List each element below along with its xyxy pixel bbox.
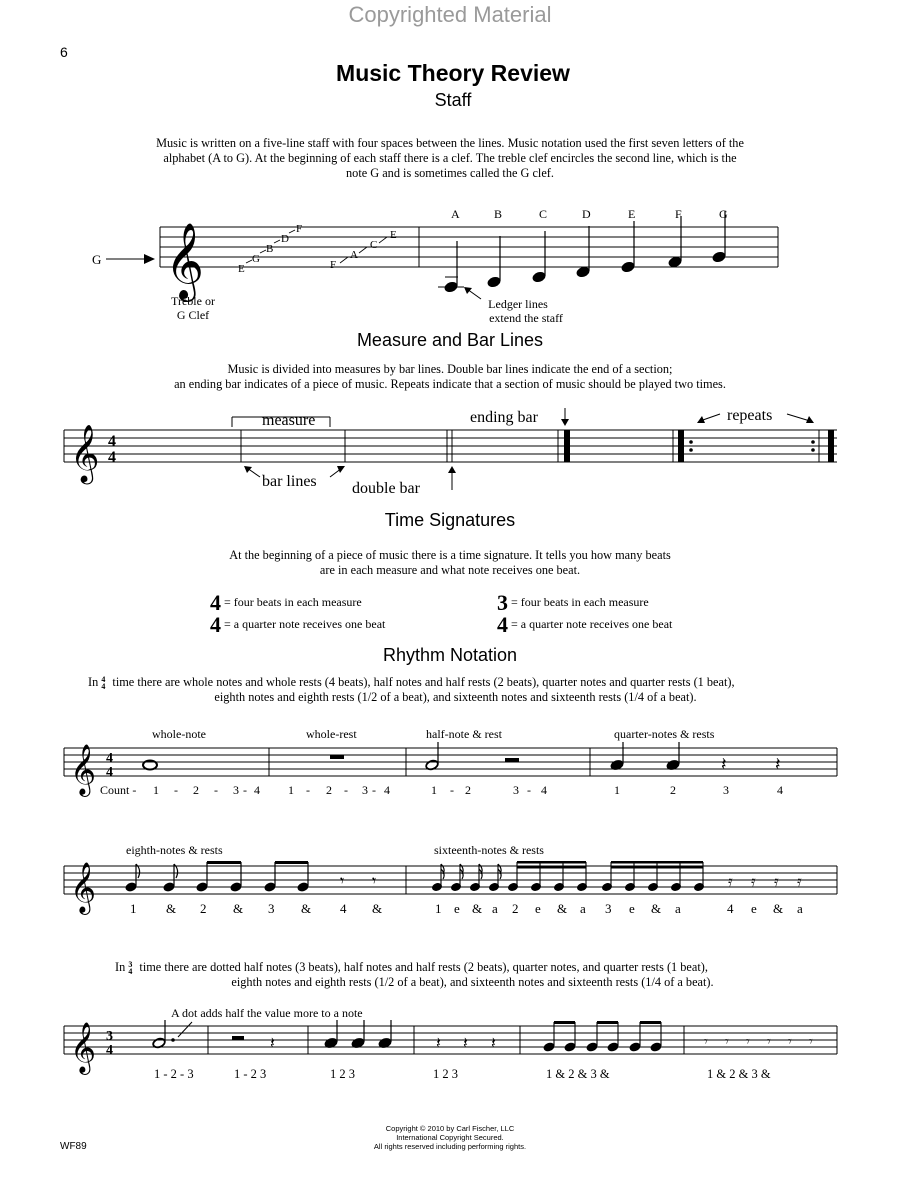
copyright-notice: [340, 1124, 560, 1151]
time-signature-bottom: 4: [108, 449, 116, 466]
sixteenth-rest: 𝄿: [797, 874, 802, 890]
count: &: [233, 901, 244, 916]
count: -: [243, 783, 247, 797]
staff-diagram: [0, 195, 900, 330]
count: -: [214, 783, 218, 797]
treble-clef-icon: 𝄞: [70, 745, 97, 794]
sig-text: = four beats in each measure: [224, 594, 362, 609]
text-line: are in each measure and what note receives one beat.: [319, 563, 581, 577]
eighth-rest: 𝄾: [767, 1035, 771, 1050]
count: 1: [435, 901, 442, 916]
line-letter: F: [296, 223, 303, 235]
count: a: [492, 901, 498, 916]
count: 2: [193, 783, 199, 797]
rhythm-label: sixteenth-notes & rests: [434, 843, 544, 857]
note-letter: D: [582, 207, 591, 221]
rhythm-staff-3: [0, 1000, 900, 1085]
intro-prefix: In: [88, 675, 99, 689]
half-rest: [505, 758, 519, 762]
count: 2: [200, 901, 207, 916]
time-signature-top: 4: [108, 433, 116, 450]
count: 1: [153, 783, 159, 797]
text-line: [88, 675, 823, 690]
count: 3: [513, 783, 519, 797]
count: -: [344, 783, 348, 797]
text-line: Music is divided into measures by bar lines. Double bar lines indicate the end of a section;: [227, 362, 673, 376]
eighth-rest: 𝄾: [340, 873, 345, 890]
sig-numeral: 4: [210, 590, 221, 615]
count: 2: [326, 783, 332, 797]
time-signature-bottom: 4: [106, 1043, 113, 1058]
count: a: [797, 901, 803, 916]
clef-caption: Treble or: [171, 294, 215, 308]
line-letter: B: [266, 243, 274, 255]
quarter-rest: 𝄽: [270, 1035, 275, 1052]
count-group: 1 2 3: [330, 1067, 355, 1081]
copyright-line: International Copyright Secured.: [396, 1133, 504, 1142]
sig-text: = four beats in each measure: [511, 594, 649, 609]
sig-text: = a quarter note receives one beat: [224, 616, 386, 631]
bar-lines-label: bar lines: [262, 473, 317, 490]
count-group: 1 - 2 - 3: [154, 1067, 194, 1081]
note-letter: A: [451, 207, 460, 221]
text-line: At the beginning of a piece of music there is a time signature. It tells you how many beats: [229, 548, 671, 562]
count: &: [166, 901, 177, 916]
eighth-rest: 𝄾: [809, 1035, 813, 1050]
footer-code: WF89: [60, 1141, 87, 1152]
note-letter: B: [494, 207, 503, 221]
page-title: Music Theory Review: [336, 60, 570, 86]
ending-bar-label: ending bar: [470, 409, 538, 426]
eighth-rest: 𝄾: [788, 1035, 792, 1050]
sig-numeral: 4: [210, 612, 221, 637]
rhythm-staff-1: [0, 722, 900, 802]
sixteenth-rest: 𝄿: [751, 874, 756, 890]
count: a: [580, 901, 586, 916]
sixteenth-rest: 𝄿: [774, 874, 779, 890]
eighth-rest: 𝄾: [725, 1035, 729, 1050]
dot-annotation: A dot adds half the value more to a note: [171, 1006, 363, 1020]
count-group: 1 - 2 3: [234, 1067, 267, 1081]
g-arrow-label: G: [92, 252, 102, 267]
rhythm-staff-2: [0, 840, 900, 920]
count: -: [174, 783, 178, 797]
count: 4: [777, 783, 783, 797]
count-label: Count -: [100, 783, 137, 797]
measure-intro-paragraph: [80, 362, 820, 392]
count: 2: [465, 783, 471, 797]
note-letter: F: [675, 207, 682, 221]
count: -: [372, 783, 376, 797]
count: 1: [431, 783, 437, 797]
text-line: Music is written on a five-line staff with four spaces between the lines. Music notation used the first seven letters of the: [156, 136, 744, 150]
count: &: [472, 901, 483, 916]
measure-diagram: [0, 400, 900, 500]
count: 3: [362, 783, 368, 797]
ledger-caption: Ledger lines: [488, 297, 548, 311]
count: e: [751, 901, 757, 916]
eighth-rest: 𝄾: [746, 1035, 750, 1050]
count: 1: [288, 783, 294, 797]
count-group: 1 2 3: [433, 1067, 458, 1081]
text-line: note G and is sometimes called the G clef.: [346, 166, 554, 180]
time-intro-paragraph: [80, 548, 820, 578]
time-signature-example-34-bottom: [497, 612, 672, 638]
rhythm-label: whole-rest: [306, 727, 357, 741]
quarter-rest: 𝄽: [436, 1035, 441, 1052]
intro-line: eighth notes and eighth rests (1/2 of a beat), and sixteenth notes and sixteenth rests (1/4 of a beat).: [214, 690, 697, 705]
note-letter: C: [539, 207, 548, 221]
count: a: [675, 901, 681, 916]
page-number: 6: [60, 44, 68, 60]
rhythm-label: eighth-notes & rests: [126, 843, 223, 857]
note-letter: E: [628, 207, 636, 221]
count: e: [535, 901, 541, 916]
count: 3: [268, 901, 275, 916]
count: &: [372, 901, 383, 916]
measure-heading: Measure and Bar Lines: [356, 330, 544, 350]
rhythm-intro-44: [88, 675, 823, 705]
count: &: [301, 901, 312, 916]
sig-numeral: 4: [497, 612, 508, 637]
count: &: [651, 901, 662, 916]
time-signature-top: 4: [106, 751, 113, 766]
rhythm-label: whole-note: [152, 727, 206, 741]
sig-numeral: 3: [497, 590, 508, 615]
inline-time-signature: 4 4: [101, 675, 106, 692]
count: 3: [233, 783, 239, 797]
count: 4: [340, 901, 347, 916]
count: 3: [605, 901, 612, 916]
eighth-rest: 𝄾: [704, 1035, 708, 1050]
count: 3: [723, 783, 729, 797]
clef-caption: G Clef: [176, 308, 210, 322]
line-letter: E: [238, 263, 245, 275]
count: 2: [512, 901, 519, 916]
rhythm-heading: Rhythm Notation: [382, 645, 518, 665]
count: e: [454, 901, 460, 916]
count-group: 1 & 2 & 3 &: [707, 1067, 771, 1081]
sixteenth-rest: 𝄿: [728, 874, 733, 890]
staff-intro-paragraph: [80, 136, 820, 181]
count: 4: [727, 901, 734, 916]
count-group: 1 & 2 & 3 &: [546, 1067, 610, 1081]
count: e: [629, 901, 635, 916]
count: 1: [130, 901, 137, 916]
quarter-rest: 𝄽: [775, 754, 781, 774]
treble-clef-icon: 𝄞: [70, 863, 97, 912]
treble-clef-icon: 𝄞: [70, 425, 100, 481]
treble-clef-icon: 𝄞: [165, 225, 205, 298]
section-subtitle: Staff: [434, 90, 472, 110]
space-letter: E: [390, 229, 397, 241]
quarter-rest: 𝄽: [463, 1035, 468, 1052]
repeats-label: repeats: [727, 407, 773, 424]
count: -: [527, 783, 531, 797]
time-signature-example-44-bottom: [210, 612, 385, 638]
count: 4: [541, 783, 547, 797]
sig-text: = a quarter note receives one beat: [511, 616, 673, 631]
copyright-line: All rights reserved including performing rights.: [373, 1142, 527, 1151]
count: -: [306, 783, 310, 797]
count: &: [557, 901, 568, 916]
quarter-rest: 𝄽: [491, 1035, 496, 1052]
quarter-rest: 𝄽: [721, 754, 727, 774]
space-letter: C: [370, 239, 378, 251]
text-line: an ending bar indicates of a piece of music. Repeats indicate that a section of music should be played two times.: [174, 377, 726, 391]
count: 1: [614, 783, 620, 797]
half-rest: [232, 1036, 244, 1040]
space-letter: F: [330, 259, 337, 271]
rhythm-label: half-note & rest: [426, 727, 502, 741]
count: -: [450, 783, 454, 797]
intro-line: eighth notes and eighth rests (1/2 of a beat), and sixteenth notes and sixteenth rests (1/4 of a beat).: [231, 975, 714, 990]
line-letter: D: [281, 233, 289, 245]
space-letter: A: [350, 249, 358, 261]
intro-prefix: In: [115, 960, 126, 974]
line-letter: G: [252, 253, 260, 265]
count: 2: [670, 783, 676, 797]
time-signature-bottom: 4: [106, 765, 113, 780]
intro-line: time there are dotted half notes (3 beats), half notes and half rests (2 beats), quarter notes, and quarter rests (1 beat),: [139, 960, 708, 974]
rhythm-label: quarter-notes & rests: [614, 727, 715, 741]
inline-time-signature: 3 4: [128, 960, 133, 977]
double-bar-label: double bar: [352, 480, 420, 497]
watermark: Copyrighted Material: [348, 2, 552, 27]
whole-rest: [330, 755, 344, 759]
measure-label: measure: [262, 412, 316, 429]
ledger-caption: extend the staff: [489, 311, 563, 325]
time-signature-top: 3: [106, 1029, 113, 1044]
count: &: [773, 901, 784, 916]
text-line: alphabet (A to G). At the beginning of each staff there is a clef. The treble clef encircles the second line, which is the: [163, 151, 737, 165]
rhythm-intro-34: [115, 960, 830, 990]
count: 4: [384, 783, 390, 797]
count: 4: [254, 783, 260, 797]
time-signatures-heading: Time Signatures: [384, 510, 516, 530]
eighth-rest: 𝄾: [372, 873, 377, 890]
treble-clef-icon: 𝄞: [70, 1023, 97, 1072]
intro-line: time there are whole notes and whole rests (4 beats), half notes and half rests (2 beats), quarter notes and quarter rests (1 beat),: [112, 675, 735, 689]
text-line: [115, 960, 830, 975]
quarter-notes: [324, 1020, 392, 1049]
copyright-line: Copyright © 2010 by Carl Fischer, LLC: [385, 1124, 515, 1133]
note-letter: G: [719, 207, 728, 221]
